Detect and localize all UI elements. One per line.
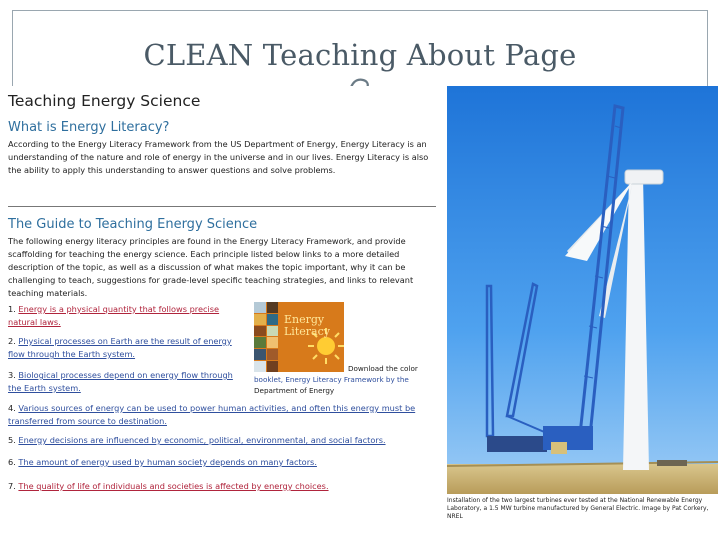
principle-link-3[interactable]: Biological processes depend on energy flow through the Earth system.: [8, 370, 233, 393]
energy-literacy-booklet-cover[interactable]: [254, 302, 344, 372]
page-heading: Teaching Energy Science: [8, 92, 201, 110]
principle-item-6: [8, 456, 436, 469]
booklet-cover-title: Energy Literacy: [284, 313, 330, 338]
principle-number: 3.: [8, 370, 16, 380]
principle-link-5[interactable]: Energy decisions are influenced by economic, political, environmental, and social factors.: [18, 435, 386, 445]
principle-item-3: [8, 369, 248, 395]
photo-caption: Installation of the two largest turbines ever tested at the National Renewable Energy Laboratory, a 1.5 MW turbine manufactured by General Electric. Image by Pat Corkery, NREL: [447, 497, 709, 520]
section-title-guide: The Guide to Teaching Energy Science: [8, 217, 258, 232]
booklet-caption-line1: Download the color: [348, 364, 418, 373]
principle-number: 6.: [8, 457, 16, 467]
slide-title: CLEAN Teaching About Page: [143, 38, 577, 72]
principle-link-4[interactable]: Various sources of energy can be used to power human activities, and often this energy must be transferred from source to destination.: [8, 403, 416, 426]
section-title-energy-literacy: What is Energy Literacy?: [8, 120, 170, 135]
principle-link-2[interactable]: Physical processes on Earth are the result of energy flow through the Earth system.: [8, 336, 232, 359]
principle-item-5: [8, 434, 436, 447]
principle-number: 1.: [8, 304, 16, 314]
principle-link-6[interactable]: The amount of energy used by human society depends on many factors.: [18, 457, 317, 467]
principle-item-1: [8, 303, 248, 329]
principle-link-7[interactable]: The quality of life of individuals and societies is affected by energy choices.: [18, 481, 329, 491]
principle-item-7: [8, 480, 436, 493]
webpage-screenshot: [4, 86, 444, 516]
booklet-caption-line3: Department of Energy: [254, 386, 335, 395]
wind-turbine-crane-image: [447, 86, 718, 494]
booklet-caption: [254, 363, 444, 396]
wind-turbine-photo: [447, 86, 718, 494]
principle-item-2: [8, 335, 248, 361]
booklet-download-link[interactable]: booklet, Energy Literacy Framework by the: [254, 375, 409, 384]
energy-literacy-text: According to the Energy Literacy Framework from the US Department of Energy, Energy Literacy is an understanding of the nature and role of energy in the universe and in our lives. Energy Literacy is also the ability to apply this understanding to answer questions and solve problems.: [8, 139, 429, 175]
section-divider: [8, 206, 436, 207]
principle-number: 2.: [8, 336, 16, 346]
principle-number: 4.: [8, 403, 16, 413]
guide-text: The following energy literacy principles are found in the Energy Literacy Framework, and provide scaffolding for teaching the energy science. Each principle listed below links to a more detailed description of the topic, as well as a discussion of what makes the topic important, why it can be challenging to teach, suggestions for grade-level specific teaching strategies, and links to relevant teaching materials.: [8, 236, 414, 298]
principle-link-1[interactable]: Energy is a physical quantity that follows precise natural laws.: [8, 304, 220, 327]
principle-number: 5.: [8, 435, 16, 445]
principle-number: 7.: [8, 481, 16, 491]
principle-item-4: [8, 402, 436, 428]
